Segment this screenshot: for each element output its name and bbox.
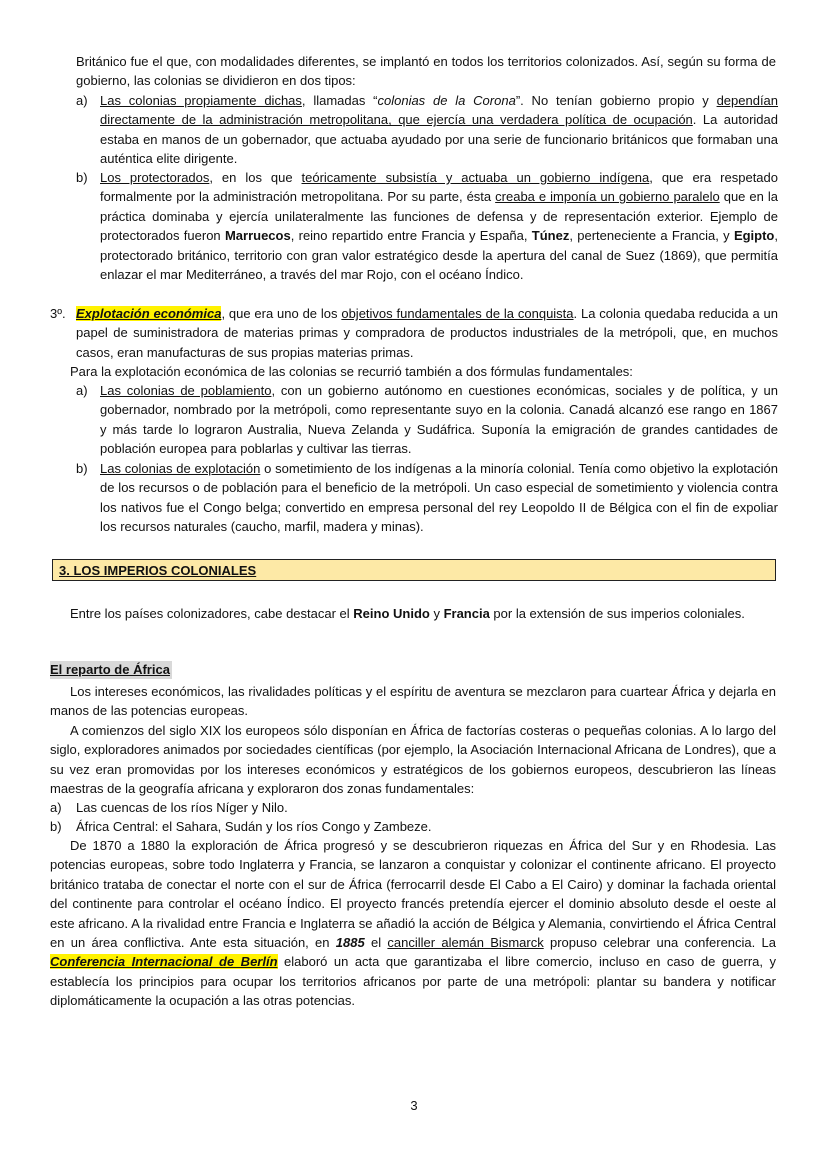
list-item-b-label: b): [76, 170, 88, 185]
section-title: 3. LOS IMPERIOS COLONIALES: [59, 563, 257, 578]
exploration-paragraph: A comienzos del siglo XIX los europeos sólo disponían en África de factorías costeras o pequeñas colonias. A lo largo del siglo, exploradores animados por sociedades científicas (por ejemplo, la Asociación Internacional Africana de Londres), que a su vez eran promovidas por los intereses económicos y estratégicos de los gobiernos europeos, descubrieron las líneas maestras de la geografía africana y exploraron dos zonas fundamentales:: [50, 723, 776, 797]
zone-b-text: África Central: el Sahara, Sudán y los ríos Congo y Zambeze.: [76, 819, 432, 834]
formulas-intro: Para la explotación económica de las colonias se recurrió también a dos fórmulas fundamentales:: [70, 364, 633, 379]
list-item-b-colonias-explotacion: Las colonias de explotación o sometimiento de los indígenas a la minoría colonial. Tenía como objetivo la explotación de los recursos o de población para el beneficio de la metrópoli. Un caso especial de sometimiento y violencia contra los nativos fue el Congo belga; convertido en empresa personal del rey Leopoldo II de Bélgica con el fin de expoliar los recursos naturales (caucho, marfil, madera y minas).: [100, 461, 778, 535]
point-3-explotacion-economica: Explotación económica, que era uno de los objetivos fundamentales de la conquista. La colonia quedaba reducida a un papel de suministradora de materias primas y compradora de productos industriales de la metrópoli, que, en muchos casos, eran manufacturas de sus propias materias primas.: [76, 306, 779, 360]
berlin-conference-paragraph: De 1870 a 1880 la exploración de África progresó y se descubrieron riquezas en África del Sur y en Rhodesia. Las potencias europeas, sobre todo Inglaterra y Francia, se lanzaron a conquistar y colonizar el continente africano. El proyecto británico trataba de conectar el norte con el sur de África (ferrocarril desde El Cabo a El Cairo) y dominar la fachada oriental del continente para controlar el océano Índico. El proyecto francés pretendía ejercer el dominio absoluto desde el oeste al este africano. A la rivalidad entre Francia e Inglaterra se añadió la acción de Bélgica y Alemania, convirtiendo el África Central en un área conflictiva. Ante esta situación, en 1885 el canciller alemán Bismarck propuso celebrar una conferencia. La Conferencia Internacional de Berlín elaboró un acta que garantizaba el libre comercio, incluso en caso de guerra, y establecía los principios para ocupar los territorios africanos por parte de una metrópoli: plantar su bandera y notificar diplomáticamente la ocupación a las otras potencias.: [50, 838, 776, 1009]
list-item-b-protectorados: Los protectorados, en los que teóricamente subsistía y actuaba un gobierno indígena, que era respetado formalmente por la administración metropolitana. Por su parte, ésta creaba e imponía un gobierno paralelo que en la práctica dominaba y ejercía unilateralmente las funciones de defensa y de representación exterior. Ejemplo de protectorados fueron Marruecos, reino repartido entre Francia y España, Túnez, perteneciente a Francia, y Egipto, protectorado británico, territorio con gran valor estratégico desde la apertura del canal de Suez (1869), que permitía enlazar el mar Mediterráneo, a través del mar Rojo, con el océano Índico.: [100, 170, 778, 283]
page-number: 3: [410, 1098, 418, 1113]
list-item-b2-label: b): [76, 461, 88, 476]
zone-b-label: b): [50, 819, 62, 834]
zone-a-label: a): [50, 800, 62, 815]
subheading-reparto-africa: El reparto de África: [50, 662, 170, 677]
intro-paragraph: Británico fue el que, con modalidades diferentes, se implantó en todos los territorios colonizados. Así, según su forma de gobierno, las colonias se dividieron en dos tipos:: [76, 54, 776, 89]
colonizers-paragraph: Entre los países colonizadores, cabe destacar el Reino Unido y Francia por la extensión de sus imperios coloniales.: [70, 606, 745, 621]
list-item-a-colonias-corona: Las colonias propiamente dichas, llamadas “colonias de la Corona”. No tenían gobierno propio y dependían directamente de la administración metropolitana, que ejercía una verdadera política de ocupación. La autoridad estaba en manos de un gobernador, que actuaba ayudado por una serie de funcionario británicos que formaban una auténtica elite dirigente.: [100, 93, 779, 167]
list-item-a-label: a): [76, 93, 88, 108]
list-item-a2-label: a): [76, 383, 88, 398]
list-item-a-colonias-poblamiento: Las colonias de poblamiento, con un gobierno autónomo en cuestiones económicas, sociales y de política, y un gobernador, nombrado por la metrópoli, como representante suyo en la colonia. Canadá alcanzó ese rango en 1867 y más tarde lo lograron Australia, Nueva Zelanda y Sudáfrica. Suponía la emigración de grandes cantidades de población europea para poblarlas y cultivar las tierras.: [100, 383, 779, 457]
section-heading-box: [52, 559, 776, 581]
africa-intro-paragraph: Los intereses económicos, las rivalidades políticas y el espíritu de aventura se mezclaron para cuartear África y dejarla en manos de las potencias europeas.: [50, 684, 776, 719]
zone-a-text: Las cuencas de los ríos Níger y Nilo.: [76, 800, 288, 815]
point-3-label: 3º.: [50, 306, 66, 321]
